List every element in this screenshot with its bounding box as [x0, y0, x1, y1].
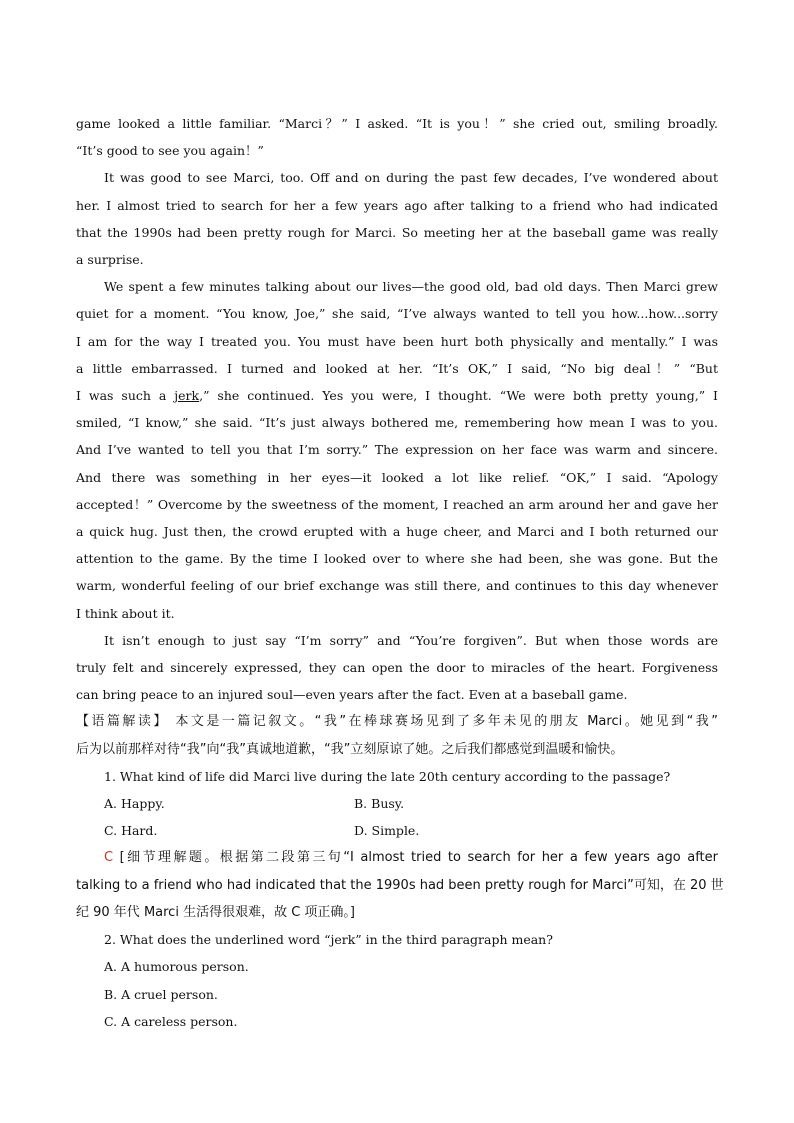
option-c: C. A careless person.: [104, 1013, 238, 1029]
passage-line: a quick hug. Just then, the crowd erupted with a huge cheer, and Marci and I both returned our: [76, 524, 718, 540]
answer-letter: C: [104, 850, 114, 866]
passage-line: truly felt and sincerely expressed, they can open the door to miracles of the heart. Forgiveness: [76, 660, 718, 676]
passage-line: her. I almost tried to search for her a few years ago after talking to a friend who had indicated: [76, 197, 718, 213]
passage-line: warm, wonderful feeling of our brief exchange was still there, and continues to this day whenever: [76, 578, 718, 594]
passage-line: smiled, “I know,” she said. “It’s just always bothered me, remembering how mean I was to you.: [76, 415, 718, 431]
passage-line: that the 1990s had been pretty rough for Marci. So meeting her at the baseball game was really: [76, 224, 718, 240]
passage-line: quiet for a moment. “You know, Joe,” she said, “I’ve always wanted to tell you how...how...sorry: [76, 306, 718, 322]
passage-line: I think about it.: [76, 605, 175, 621]
passage-line: We spent a few minutes talking about our lives—the good old, bad old days. Then Marci grew: [104, 279, 718, 295]
passage-line: And there was something in her eyes—it looked a lot like relief. “OK,” I said. “Apology: [76, 469, 718, 485]
option-a: A. Happy.: [104, 796, 165, 812]
text-segment: I was such a: [76, 388, 175, 404]
question-1-options-row: [76, 817, 718, 844]
option-b: B. Busy.: [354, 796, 405, 812]
passage-line: It was good to see Marci, too. Off and on during the past few decades, I’ve wondered about: [104, 170, 718, 186]
passage-line: a surprise.: [76, 252, 144, 268]
option-b: B. A cruel person.: [104, 986, 218, 1002]
explanation-line: 纪 90 年代 Marci 生活得很艰难，故 C 项正确。]: [76, 904, 355, 920]
explanation-line: talking to a friend who had indicated that the 1990s had been pretty rough for Marci”可知，在 20 世: [76, 877, 724, 893]
document-page: [76, 110, 724, 1035]
option-c: C. Hard.: [104, 823, 158, 839]
question-1-stem: 1. What kind of life did Marci live during the late 20th century according to the passage?: [104, 768, 671, 784]
interpretation-line: 【语篇解读】 本文是一篇记叙文。“我”在棒球赛场见到了多年未见的朋友 Marci。她见到“我”: [76, 714, 718, 730]
underlined-word: jerk: [174, 388, 200, 404]
text-segment: ,” she continued. Yes you were, I thought. “We were both pretty young,” I: [199, 388, 718, 404]
explanation-line: [76, 844, 718, 871]
question-1-options-row: [76, 790, 718, 817]
interpretation-line: 后为以前那样对待“我”向“我”真诚地道歉，“我”立刻原谅了她。之后我们都感觉到温暖和愉快。: [76, 741, 624, 757]
passage-line: accepted！” Overcome by the sweetness of the moment, I reached an arm around her and gave her: [76, 496, 718, 512]
question-2-stem: 2. What does the underlined word “jerk” in the third paragraph mean?: [104, 932, 553, 948]
option-d: D. Simple.: [354, 823, 420, 839]
passage-line: game looked a little familiar. “Marci？” I asked. “It is you！” she cried out, smiling broadly.: [76, 116, 718, 131]
passage-line: can bring peace to an injured soul—even years after the fact. Even at a baseball game.: [76, 687, 628, 703]
passage-line: It isn’t enough to just say “I’m sorry” and “You’re forgiven”. But when those words are: [104, 632, 718, 648]
passage-line-with-underline: [76, 382, 718, 409]
passage-line: “It’s good to see you again！”: [76, 143, 264, 159]
passage-line: And I’ve wanted to tell you that I’m sorry.” The expression on her face was warm and sincere.: [76, 442, 718, 458]
passage-line: I am for the way I treated you. You must have been hurt both physically and mentally.” I was: [76, 333, 718, 349]
explanation-text: [细节理解题。根据第二段第三句“I almost tried to search for her a few years ago after: [113, 850, 718, 866]
passage-line: a little embarrassed. I turned and looked at her. “It’s OK,” I said, “No big deal！” “But: [76, 360, 718, 376]
option-a: A. A humorous person.: [104, 959, 249, 975]
passage-line: attention to the game. By the time I looked over to where she had been, she was gone. But the: [76, 551, 718, 567]
